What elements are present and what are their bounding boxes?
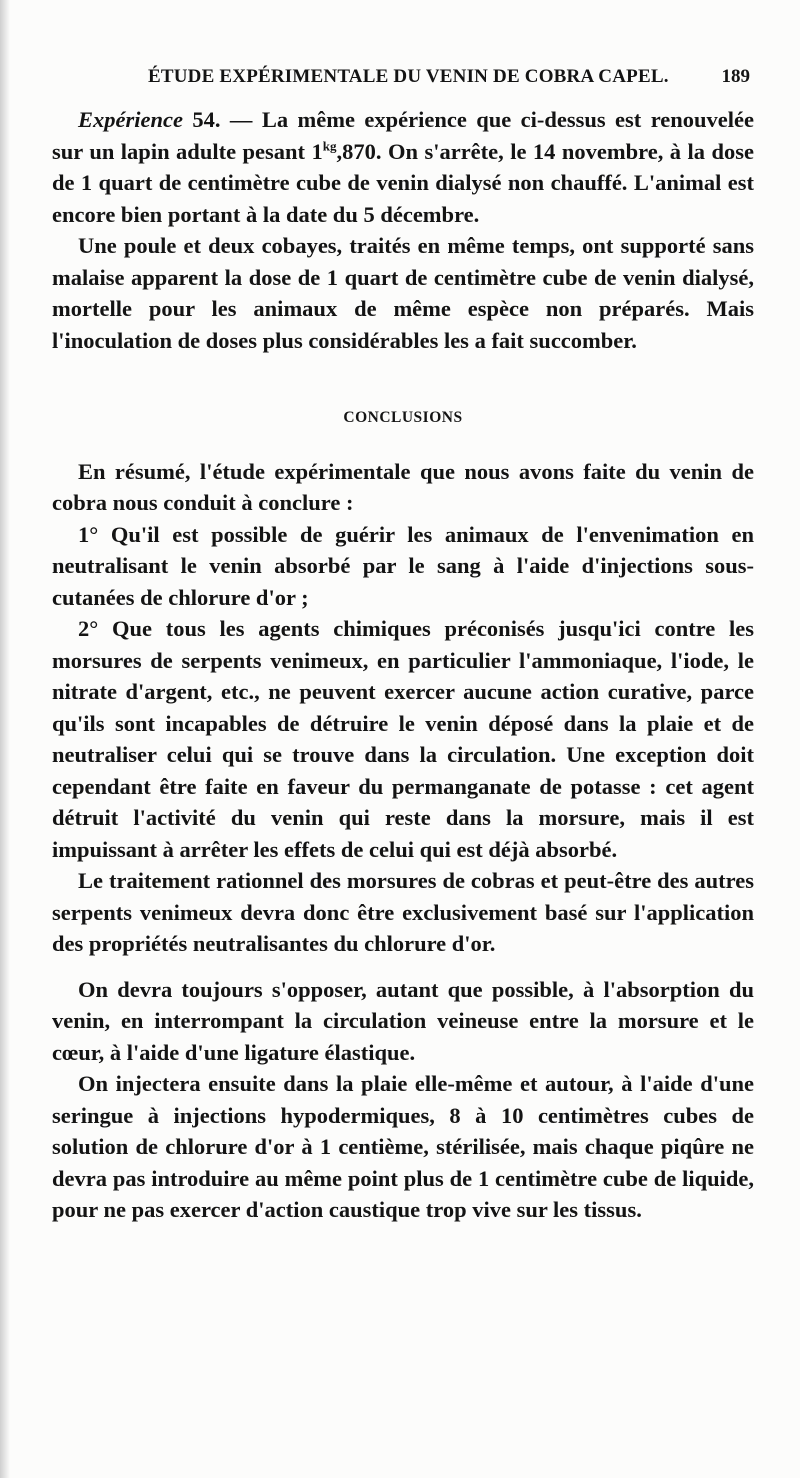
experience-label: Expérience <box>78 107 183 132</box>
paragraph-traitement: Le traitement rationnel des morsures de cobras et peut-être des autres serpents venimeux devra donc être exclusivement basé sur l'application des propriétés neutralisantes du chlorure d'or. <box>52 868 754 956</box>
page-number: 189 <box>721 66 750 87</box>
experience-text-a: — La même expérience que ci-dessus est renouvelée sur un lapin adulte pesant 1 <box>52 107 754 164</box>
running-title: ÉTUDE EXPÉRIMENTALE DU VENIN DE COBRA CAPEL. <box>148 66 669 87</box>
body-text <box>52 104 754 1226</box>
unit-superscript: kg <box>322 138 337 153</box>
paragraph-poule-cobayes: Une poule et deux cobayes, traités en même temps, ont supporté sans malaise apparent la dose de 1 quart de centimètre cube de venin dialysé, mortelle pour les animaux de même espèce non préparés. Mais l'inoculation de doses plus considérables les a fait succomber. <box>52 233 754 353</box>
page-gutter-shadow <box>0 0 10 1478</box>
page-header <box>52 64 754 94</box>
paragraph-conclusion-2: 2° Que tous les agents chimiques préconisés jusqu'ici contre les morsures de serpents venimeux, en particulier l'ammoniaque, l'iode, le nitrate d'argent, etc., ne peuvent exercer aucune action curative, parce qu'ils sont incapables de détruire le venin déposé dans la plaie et de neutraliser celui qui se trouve dans la circulation. Une exception doit cependant être faite en faveur du permanganate de potasse : cet agent détruit l'activité du venin qui reste dans la morsure, mais il est impuissant à arrêter les effets de celui qui est déjà absorbé. <box>52 616 754 862</box>
paragraph-ligature: On devra toujours s'opposer, autant que possible, à l'absorption du venin, en interrompant la circulation veineuse entre la morsure et le cœur, à l'aide d'une ligature élastique. <box>52 976 754 1065</box>
paragraph-injection: On injectera ensuite dans la plaie elle-même et autour, à l'aide d'une seringue à injections hypodermiques, 8 à 10 centimètres cubes de solution de chlorure d'or à 1 centième, stérilisée, mais chaque piqûre ne devra pas introduire au même point plus de 1 centimètre cube de liquide, pour ne pas exercer d'action caustique trop vive sur les tissus. <box>52 1071 754 1222</box>
paragraph-experience-54 <box>52 104 754 230</box>
experience-number: 54. <box>182 107 221 132</box>
section-heading-conclusions: CONCLUSIONS <box>343 409 463 426</box>
experience-text-b: ,870. On s'arrête, le 14 novembre, à la dose de 1 quart de centimètre cube de venin dialysé non chauffé. L'animal est encore bien portant à la date du 5 décembre. <box>52 138 754 227</box>
paragraph-resume: En résumé, l'étude expérimentale que nous avons faite du venin de cobra nous conduit à conclure : <box>52 458 754 515</box>
paragraph-conclusion-1: 1° Qu'il est possible de guérir les animaux de l'envenimation en neutralisant le venin absorbé par le sang à l'aide d'injections sous-cutanées de chlorure d'or ; <box>52 521 754 610</box>
